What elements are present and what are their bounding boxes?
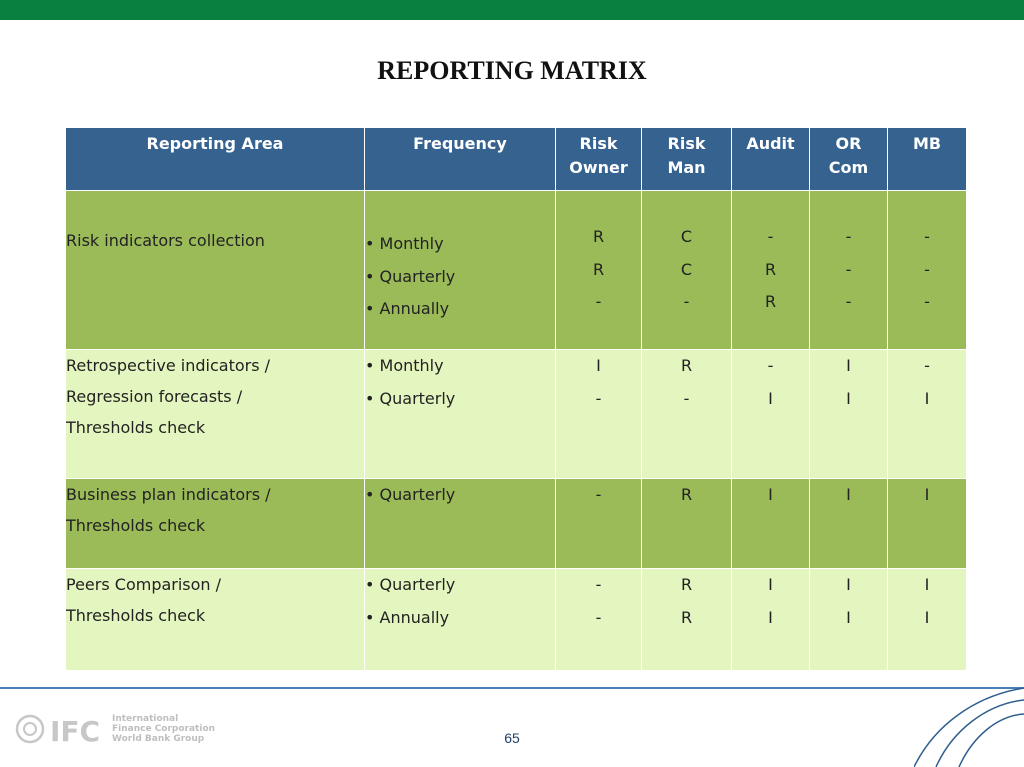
cell-mb: - I [888,350,967,479]
cell-risk-man: R [642,479,732,569]
cell-risk-owner: I - [556,350,642,479]
table-row [66,191,967,350]
header-frequency: Frequency [365,128,556,191]
header-or-com: OR Com [810,128,888,191]
header-mb: MB [888,128,967,191]
cell-audit: - I [732,350,810,479]
header-risk-owner: Risk Owner [556,128,642,191]
cell-risk-man: C C - [642,191,732,350]
cell-mb: I [888,479,967,569]
cell-audit: I I [732,569,810,671]
cell-or-com: I I [810,569,888,671]
cell-risk-owner: R R - [556,191,642,350]
cell-reporting-area: Risk indicators collection [66,191,365,350]
top-accent-bar [0,0,1024,20]
table-header-row [66,128,967,191]
cell-audit: I [732,479,810,569]
cell-risk-owner: - - [556,569,642,671]
cell-risk-man: R R [642,569,732,671]
page-number: 65 [504,730,520,746]
cell-reporting-area: Business plan indicators / Thresholds check [66,479,365,569]
cell-reporting-area: Peers Comparison / Thresholds check [66,569,365,671]
svg-text:IFC: IFC [50,715,101,746]
cell-frequency: • Monthly • Quarterly [365,350,556,479]
table-row [66,350,967,479]
header-risk-man: Risk Man [642,128,732,191]
header-reporting-area: Reporting Area [66,128,365,191]
page-title: REPORTING MATRIX [377,56,647,85]
cell-frequency: • Quarterly [365,479,556,569]
cell-reporting-area: Retrospective indicators / Regression forecasts / Thresholds check [66,350,365,479]
cell-frequency: • Quarterly • Annually [365,569,556,671]
table-row [66,569,967,671]
reporting-matrix-table [65,127,967,671]
ifc-logo-text: International Finance Corporation World Bank Group [112,714,216,744]
cell-audit: - R R [732,191,810,350]
header-audit: Audit [732,128,810,191]
cell-mb: - - - [888,191,967,350]
cell-or-com: - - - [810,191,888,350]
decorative-curves [914,686,1024,767]
cell-risk-man: R - [642,350,732,479]
cell-or-com: I I [810,350,888,479]
footer-divider [0,687,1024,689]
cell-frequency: • Monthly • Quarterly • Annually [365,191,556,350]
cell-or-com: I [810,479,888,569]
cell-mb: I I [888,569,967,671]
table-row [66,479,967,569]
cell-risk-owner: - [556,479,642,569]
